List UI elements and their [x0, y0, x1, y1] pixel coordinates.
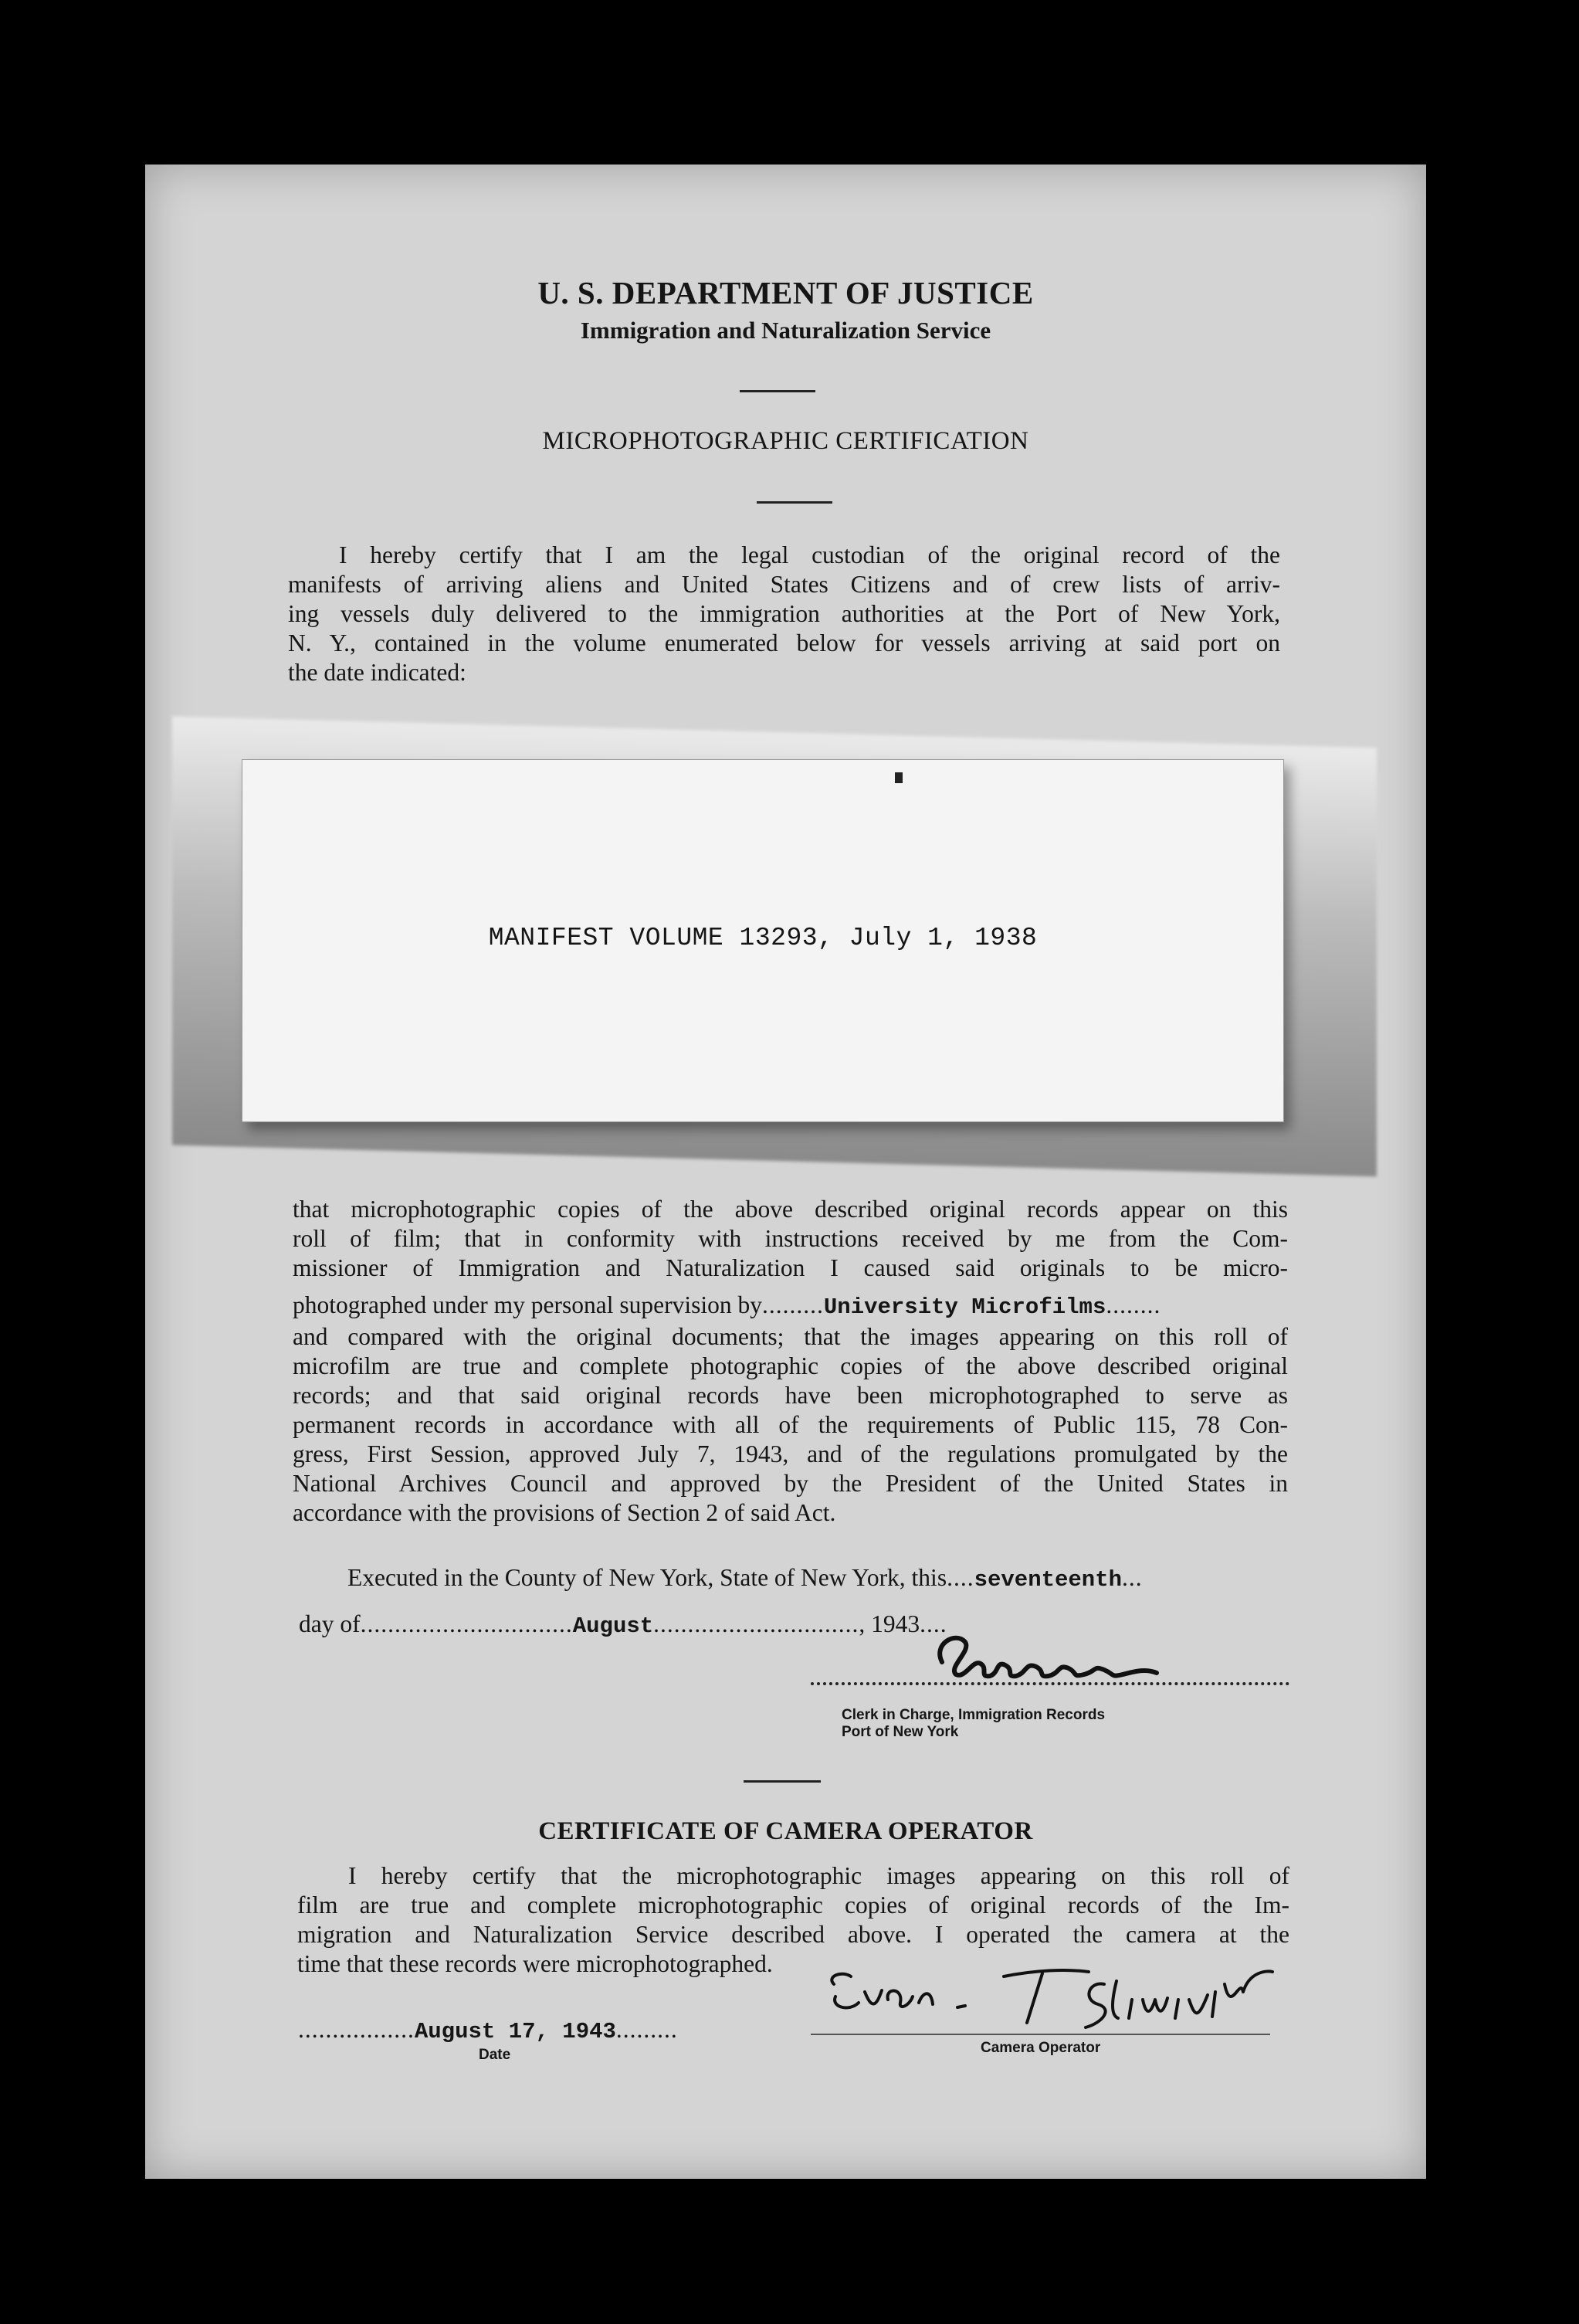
clerk-title: Clerk in Charge, Immigration Records [842, 1707, 1106, 1723]
text-line: microfilm are true and complete photographic copies of the above described original [293, 1352, 1288, 1379]
text-line: time that these records were microphotographed. [297, 1950, 773, 1977]
text-line: migration and Naturalization Service described above. I operated the camera at the [297, 1921, 1289, 1948]
camera-certificate-title: CERTIFICATE OF CAMERA OPERATOR [538, 1817, 1033, 1845]
department-heading: U. S. DEPARTMENT OF JUSTICE [537, 275, 1034, 310]
text-line: that microphotographic copies of the above described original records appear on this [293, 1196, 1288, 1223]
service-subheading: Immigration and Naturalization Service [580, 317, 991, 344]
text-line: N. Y., contained in the volume enumerated below for vessels arriving at said port on [288, 629, 1280, 656]
month-line: day of...............................August.............................., 1943.... [299, 1610, 947, 1639]
camera-date-value: August 17, 1943 [414, 2019, 616, 2044]
signature-line [811, 2034, 1270, 2035]
filmer-prefix: photographed under my personal supervision by [293, 1291, 763, 1318]
text-line: I hereby certify that I am the legal custodian of the original record of the [339, 541, 1280, 568]
card-mark [895, 772, 903, 783]
text-line: I hereby certify that the microphotographic images appearing on this roll of [348, 1862, 1289, 1889]
text-line: the date indicated: [288, 659, 466, 686]
day-of-label: day of [299, 1610, 361, 1637]
divider [744, 1780, 821, 1783]
divider [757, 501, 832, 504]
execution-prefix: Executed in the County of New York, State of New York, this [347, 1564, 947, 1591]
text-line: manifests of arriving aliens and United States Citizens and of crew lists of arriv- [288, 571, 1280, 598]
manifest-card [242, 759, 1284, 1122]
text-line: accordance with the provisions of Section 2 of said Act. [293, 1499, 836, 1526]
text-line: missioner of Immigration and Naturalization I caused said originals to be micro- [293, 1254, 1288, 1281]
camera-operator-label: Camera Operator [981, 2040, 1101, 2056]
execution-day: seventeenth [974, 1567, 1123, 1593]
date-line: .................August 17, 1943......... [298, 2016, 678, 2044]
filmer-line: photographed under my personal supervision by.........University Microfilms........ [293, 1291, 1161, 1320]
text-line: records; and that said original records have been microphotographed to serve as [293, 1382, 1288, 1409]
certification-body [293, 1195, 1288, 1528]
execution-year: , 1943 [859, 1610, 920, 1637]
text-line: and compared with the original documents; that the images appearing on this roll of [293, 1323, 1288, 1350]
divider [740, 390, 815, 392]
text-line: ing vessels duly delivered to the immigration authorities at the Port of New York, [288, 600, 1280, 627]
execution-line: Executed in the County of New York, State of New York, this....seventeenth... [347, 1564, 1143, 1593]
text-line: permanent records in accordance with all of the requirements of Public 115, 78 Con- [293, 1411, 1288, 1438]
custodian-statement [288, 541, 1280, 687]
manifest-volume-text: MANIFEST VOLUME 13293, July 1, 1938 [488, 924, 1038, 952]
date-label: Date [479, 2047, 511, 2063]
certificate-page [145, 165, 1426, 2179]
text-line: film are true and complete microphotographic copies of original records of the Im- [297, 1891, 1289, 1919]
text-line: roll of film; that in conformity with instructions received by me from the Com- [293, 1225, 1288, 1252]
execution-month: August [572, 1613, 654, 1639]
text-line: gress, First Session, approved July 7, 1943, and of the regulations promulgated by the [293, 1440, 1288, 1467]
clerk-port: Port of New York [842, 1724, 959, 1740]
signature-line [811, 1682, 1289, 1685]
certification-title: MICROPHOTOGRAPHIC CERTIFICATION [542, 427, 1029, 455]
clerk-signature [925, 1628, 1180, 1690]
camera-operator-signature [811, 1953, 1274, 2038]
text-line: National Archives Council and approved by the President of the United States in [293, 1470, 1288, 1497]
filmer-value: University Microfilms [823, 1294, 1106, 1320]
